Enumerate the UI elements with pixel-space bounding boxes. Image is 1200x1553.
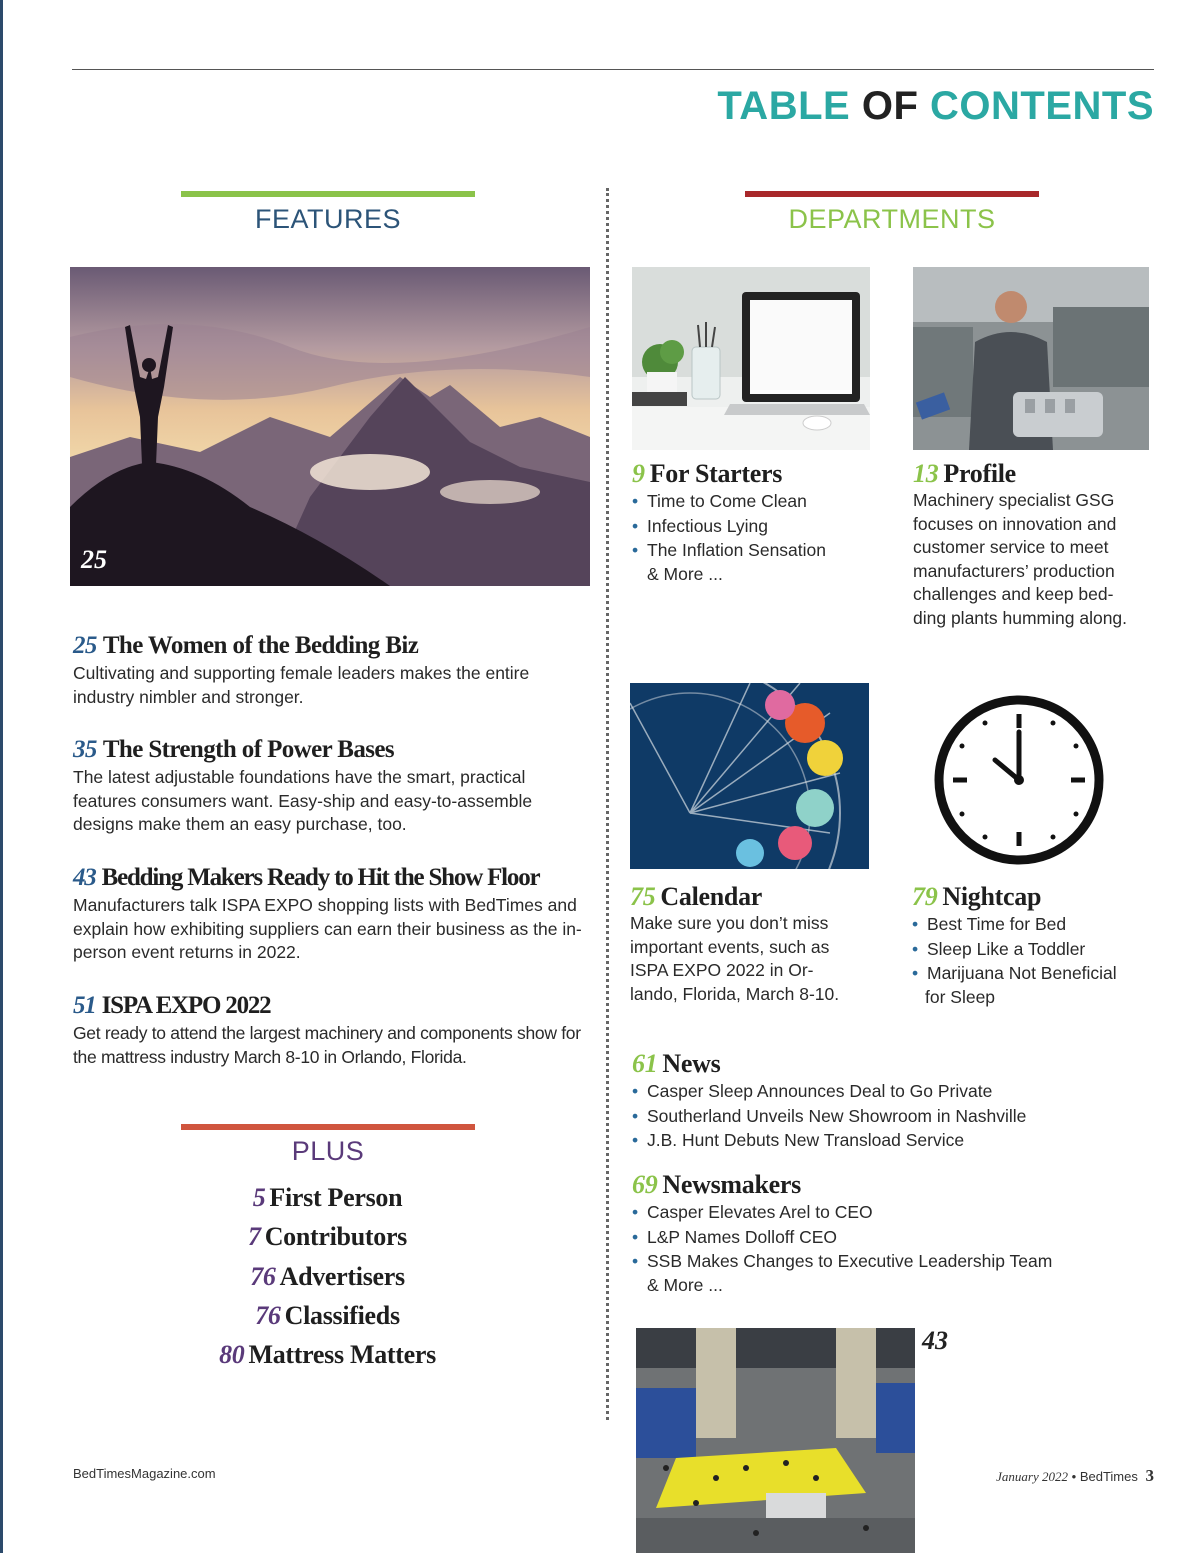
feature-title: ISPA EXPO 2022 <box>101 992 271 1019</box>
photo-page-number: 43 <box>922 1326 948 1355</box>
dept-page-number: 79 <box>912 882 938 911</box>
dept-title: For Starters <box>649 459 783 488</box>
dept-title: Nightcap <box>942 882 1042 911</box>
feature-page-number: 43 <box>73 864 96 891</box>
desc-line: important events, such as <box>630 936 830 957</box>
footer-separator: • <box>1071 1469 1077 1484</box>
footer-publication: BedTimes <box>1079 1469 1138 1484</box>
page-title <box>717 84 1154 129</box>
list-item: • Sleep Like a Toddler <box>912 937 1117 962</box>
dept-page-number: 9 <box>632 459 645 488</box>
features-bar <box>181 191 475 197</box>
profile-photo <box>913 267 1149 450</box>
desc-line: ISPA EXPO 2022 in Or- <box>630 960 814 980</box>
feature-item[interactable] <box>73 632 593 709</box>
dept-title: Calendar <box>660 882 763 911</box>
list-item: • Best Time for Bed <box>912 912 1117 937</box>
plus-item[interactable] <box>180 1178 475 1217</box>
list-item: • Marijuana Not Beneficial <box>912 961 1117 986</box>
list-item: • Infectious Lying <box>632 514 826 539</box>
plus-item[interactable] <box>180 1257 475 1296</box>
plus-list <box>180 1178 475 1374</box>
departments-bar <box>745 191 1039 197</box>
feature-page-number: 25 <box>73 632 97 659</box>
photo-page-number: 25 <box>81 545 107 574</box>
dept-for-starters[interactable] <box>632 460 826 586</box>
feature-item[interactable] <box>73 864 593 965</box>
more-text: & More ... <box>647 1274 723 1295</box>
footer-issue: January 2022 <box>996 1469 1069 1484</box>
desc-line: ding plants humming along. <box>913 607 1128 628</box>
plus-item[interactable] <box>180 1296 475 1335</box>
laptop-icon <box>632 267 870 450</box>
dept-page-number: 13 <box>913 459 939 488</box>
plus-item[interactable] <box>180 1335 475 1374</box>
plus-title: First Person <box>269 1183 403 1212</box>
dept-title: Newsmakers <box>662 1170 801 1199</box>
page-number: 3 <box>1145 1466 1154 1485</box>
list-item: • The Inflation Sensation <box>632 538 826 563</box>
feature-title: Bedding Makers Ready to Hit the Show Floor <box>101 864 540 891</box>
trade-show-icon <box>636 1328 915 1553</box>
plus-title: Contributors <box>264 1222 407 1252</box>
desc-line: manufacturers’ production <box>913 560 1115 581</box>
dept-calendar[interactable] <box>630 883 870 1006</box>
footer-website[interactable]: BedTimesMagazine.com <box>73 1466 216 1481</box>
plus-title: Classifieds <box>284 1300 400 1330</box>
dept-news[interactable] <box>632 1050 1026 1153</box>
laptop-photo <box>632 267 870 450</box>
plus-page-number: 7 <box>248 1222 261 1252</box>
feature-description: The latest adjustable foundations have the smart, practical features consumers want. Easy-ship and easy-to-assemble designs make them an easy purchase, too. <box>73 767 533 834</box>
plus-page-number: 80 <box>219 1340 245 1370</box>
expo-floor-photo <box>636 1328 915 1553</box>
dept-description <box>913 489 1153 630</box>
mountain-photo <box>70 267 590 586</box>
column-divider <box>606 188 609 1420</box>
feature-page-number: 35 <box>73 736 97 763</box>
plus-page-number: 76 <box>255 1300 281 1330</box>
feature-description: Manufacturers talk ISPA EXPO shopping lists with BedTimes and explain how exhibiting suppliers can earn their business as the in-person event returns in 2022. <box>73 895 582 962</box>
desc-line: challenges and keep bed- <box>913 584 1114 604</box>
list-item: • Time to Come Clean <box>632 489 826 514</box>
dept-title: News <box>662 1049 721 1078</box>
desc-line: customer service to meet <box>913 537 1109 557</box>
clock-icon <box>933 694 1105 866</box>
feature-item[interactable] <box>73 736 593 837</box>
footer-folio <box>996 1466 1154 1486</box>
feature-title: The Strength of Power Bases <box>102 736 395 763</box>
dept-description <box>630 912 870 1006</box>
dept-page-number: 61 <box>632 1049 658 1078</box>
feature-page-number: 51 <box>73 992 96 1019</box>
dept-page-number: 69 <box>632 1170 658 1199</box>
desc-line: lando, Florida, March 8-10. <box>630 983 840 1004</box>
list-item: • Casper Elevates Arel to CEO <box>632 1200 1052 1225</box>
dept-nightcap[interactable] <box>912 883 1117 1009</box>
list-item: • Casper Sleep Announces Deal to Go Private <box>632 1079 1026 1104</box>
desc-line: focuses on innovation and <box>913 513 1117 534</box>
factory-worker-icon <box>913 267 1149 450</box>
plus-heading: PLUS <box>291 1136 365 1166</box>
dept-page-number: 75 <box>630 882 656 911</box>
desc-line: Machinery specialist GSG <box>913 490 1115 510</box>
plus-title: Mattress Matters <box>248 1340 436 1370</box>
feature-title: The Women of the Bedding Biz <box>102 632 419 659</box>
ferris-wheel-photo <box>630 683 869 869</box>
plus-bar <box>181 1124 475 1130</box>
list-item: • Southerland Unveils New Showroom in Nashville <box>632 1104 1026 1129</box>
feature-description: Get ready to attend the largest machinery and components show for the mattress industry March 8-10 in Orlando, Florida. <box>73 1023 581 1067</box>
departments-heading: DEPARTMENTS <box>788 204 996 234</box>
feature-item[interactable] <box>73 992 593 1069</box>
list-item: • SSB Makes Changes to Executive Leadership Team <box>632 1249 1052 1274</box>
mountain-silhouette-icon <box>70 267 590 586</box>
list-item-continuation: for Sleep <box>925 986 996 1007</box>
list-item: • L&P Names Dolloff CEO <box>632 1225 1052 1250</box>
more-text: & More ... <box>647 563 723 584</box>
dept-title: Profile <box>943 459 1016 488</box>
plus-page-number: 76 <box>250 1261 276 1291</box>
dept-newsmakers[interactable] <box>632 1171 1052 1297</box>
top-rule <box>72 69 1154 70</box>
plus-page-number: 5 <box>252 1183 266 1212</box>
title-word-1: TABLE <box>717 84 851 128</box>
desc-line: Make sure you don’t miss <box>630 913 829 933</box>
feature-description: Cultivating and supporting female leaders makes the entire industry nimbler and stronger. <box>73 663 530 707</box>
left-edge-rule <box>0 0 3 1553</box>
dept-profile[interactable] <box>913 460 1153 630</box>
features-heading: FEATURES <box>254 204 401 234</box>
title-word-3: CONTENTS <box>930 84 1154 128</box>
ferris-wheel-icon <box>630 683 869 869</box>
plus-title: Advertisers <box>279 1261 405 1291</box>
plus-item[interactable] <box>180 1217 475 1256</box>
clock-image <box>933 694 1105 866</box>
title-word-2: OF <box>861 84 919 128</box>
list-item: • J.B. Hunt Debuts New Transload Service <box>632 1128 1026 1153</box>
